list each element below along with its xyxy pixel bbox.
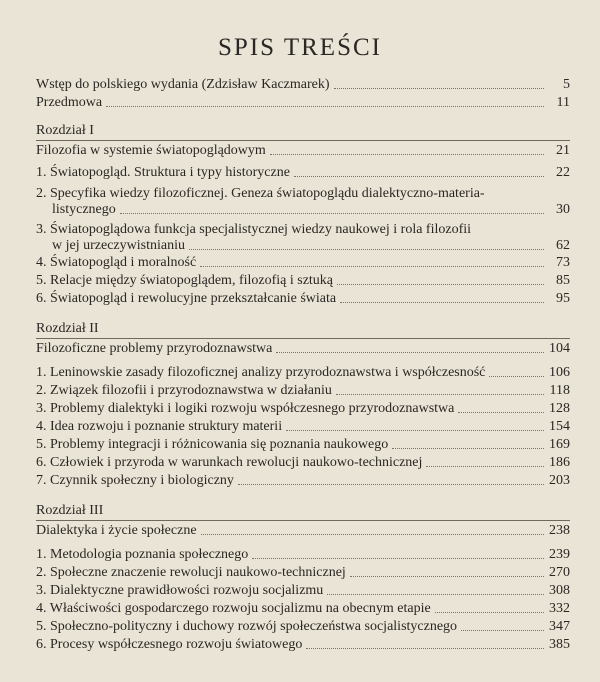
dot-leader: [336, 393, 544, 395]
toc-entry[interactable]: [36, 400, 570, 417]
chapter-title: Dialektyka i życie społeczne: [36, 523, 197, 538]
chapter-title: Filozoficzne problemy przyrodoznawstwa: [36, 341, 273, 356]
dot-leader: [392, 447, 544, 449]
dot-leader: [286, 429, 544, 431]
entry-page: 385: [549, 637, 570, 652]
dot-leader: [334, 87, 544, 89]
toc-entry[interactable]: [36, 436, 570, 453]
chapter-title: Filozofia w systemie światopoglądowym: [36, 143, 266, 158]
chapter-label: Rozdział II: [36, 321, 99, 336]
dot-leader: [201, 533, 544, 535]
entry-page: 106: [549, 365, 570, 380]
entry-page: 308: [549, 583, 570, 598]
dot-leader: [458, 411, 544, 413]
toc-entry-cont[interactable]: [52, 237, 570, 254]
dot-leader: [435, 611, 544, 613]
entry-text: 6. Procesy współczesnego rozwoju światowego: [36, 637, 303, 652]
toc-entry[interactable]: [36, 636, 570, 653]
toc-entry[interactable]: [36, 418, 570, 435]
toc-entry[interactable]: [36, 564, 570, 581]
toc-entry[interactable]: [36, 254, 570, 271]
entry-page: 21: [556, 143, 570, 158]
chapter-divider: [36, 520, 570, 521]
dot-leader: [306, 647, 544, 649]
entry-page: 30: [556, 202, 570, 217]
toc-entry[interactable]: [36, 76, 570, 93]
toc-entry[interactable]: [36, 94, 570, 111]
entry-text: w jej urzeczywistnianiu: [52, 238, 185, 253]
entry-text: 4. Światopogląd i moralność: [36, 255, 197, 270]
toc-entry-text[interactable]: 2. Specyfika wiedzy filozoficznej. Geneza światopoglądu dialektyczno-materia-: [36, 186, 485, 201]
toc-entry[interactable]: [36, 472, 570, 489]
page-title: SPIS TREŚCI: [218, 34, 382, 61]
entry-page: 85: [556, 273, 570, 288]
dot-leader: [120, 212, 544, 214]
chapter-divider: [36, 140, 570, 141]
chapter-title-entry[interactable]: [36, 522, 570, 539]
entry-page: 238: [549, 523, 570, 538]
entry-text: 2. Społeczne znaczenie rewolucji naukowo-technicznej: [36, 565, 346, 580]
entry-page: 95: [556, 291, 570, 306]
dot-leader: [350, 575, 544, 577]
toc-entry[interactable]: [36, 382, 570, 399]
entry-page: 332: [549, 601, 570, 616]
dot-leader: [489, 375, 544, 377]
entry-text: listycznego: [52, 202, 116, 217]
entry-page: 73: [556, 255, 570, 270]
dot-leader: [276, 351, 544, 353]
entry-page: 186: [549, 455, 570, 470]
toc-entry[interactable]: [36, 600, 570, 617]
entry-page: 239: [549, 547, 570, 562]
entry-text: 7. Czynnik społeczny i biologiczny: [36, 473, 234, 488]
dot-leader: [327, 593, 544, 595]
entry-page: 5: [563, 77, 570, 92]
chapter-divider: [36, 338, 570, 339]
dot-leader: [189, 248, 544, 250]
dot-leader: [270, 153, 544, 155]
entry-page: 347: [549, 619, 570, 634]
dot-leader: [106, 105, 544, 107]
entry-text: 5. Relacje między światopoglądem, filozofią i sztuką: [36, 273, 334, 288]
entry-text: Przedmowa: [36, 95, 103, 110]
dot-leader: [252, 557, 544, 559]
chapter-title-entry[interactable]: [36, 340, 570, 357]
dot-leader: [337, 283, 544, 285]
entry-page: 128: [549, 401, 570, 416]
entry-page: 11: [556, 95, 570, 110]
entry-page: 154: [549, 419, 570, 434]
entry-text: 5. Problemy integracji i różnicowania się poznania naukowego: [36, 437, 389, 452]
toc-entry[interactable]: [36, 454, 570, 471]
entry-text: 2. Związek filozofii i przyrodoznawstwa w działaniu: [36, 383, 332, 398]
toc-entry-text[interactable]: 3. Światopoglądowa funkcja specjalistycznej wiedzy naukowej i rola filozofii: [36, 222, 472, 237]
dot-leader: [238, 483, 544, 485]
toc-entry[interactable]: [36, 582, 570, 599]
entry-text: 1. Światopogląd. Struktura i typy historyczne: [36, 165, 290, 180]
entry-text: 3. Problemy dialektyki i logiki rozwoju współczesnego przyrodoznawstwa: [36, 401, 455, 416]
entry-text: 6. Światopogląd i rewolucyjne przekształcanie świata: [36, 291, 337, 306]
dot-leader: [426, 465, 544, 467]
entry-page: 270: [549, 565, 570, 580]
entry-page: 118: [549, 383, 570, 398]
toc-entry-cont[interactable]: [52, 201, 570, 218]
entry-page: 169: [549, 437, 570, 452]
entry-text: 5. Społeczno-polityczny i duchowy rozwój społeczeństwa socjalistycznego: [36, 619, 458, 634]
chapter-title-entry[interactable]: [36, 142, 570, 159]
entry-text: 6. Człowiek i przyroda w warunkach rewolucji naukowo-technicznej: [36, 455, 423, 470]
entry-page: 22: [556, 165, 570, 180]
toc-entry[interactable]: [36, 290, 570, 307]
chapter-label: Rozdział III: [36, 503, 104, 518]
entry-page: 104: [549, 341, 570, 356]
chapter-label: Rozdział I: [36, 123, 94, 138]
toc-entry[interactable]: [36, 546, 570, 563]
toc-entry[interactable]: [36, 618, 570, 635]
entry-page: 62: [556, 238, 570, 253]
dot-leader: [461, 629, 544, 631]
entry-text: 3. Dialektyczne prawidłowości rozwoju socjalizmu: [36, 583, 324, 598]
entry-text: 1. Leninowskie zasady filozoficznej analizy przyrodoznawstwa i współczesność: [36, 365, 486, 380]
dot-leader: [294, 175, 544, 177]
entry-text: Wstęp do polskiego wydania (Zdzisław Kaczmarek): [36, 77, 330, 92]
entry-page: 203: [549, 473, 570, 488]
toc-entry[interactable]: [36, 272, 570, 289]
toc-entry[interactable]: [36, 364, 570, 381]
dot-leader: [340, 301, 544, 303]
entry-text: 4. Właściwości gospodarczego rozwoju socjalizmu na obecnym etapie: [36, 601, 431, 616]
entry-text: 1. Metodologia poznania społecznego: [36, 547, 249, 562]
toc-entry[interactable]: [36, 164, 570, 181]
entry-text: 4. Idea rozwoju i poznanie struktury materii: [36, 419, 283, 434]
dot-leader: [200, 265, 544, 267]
